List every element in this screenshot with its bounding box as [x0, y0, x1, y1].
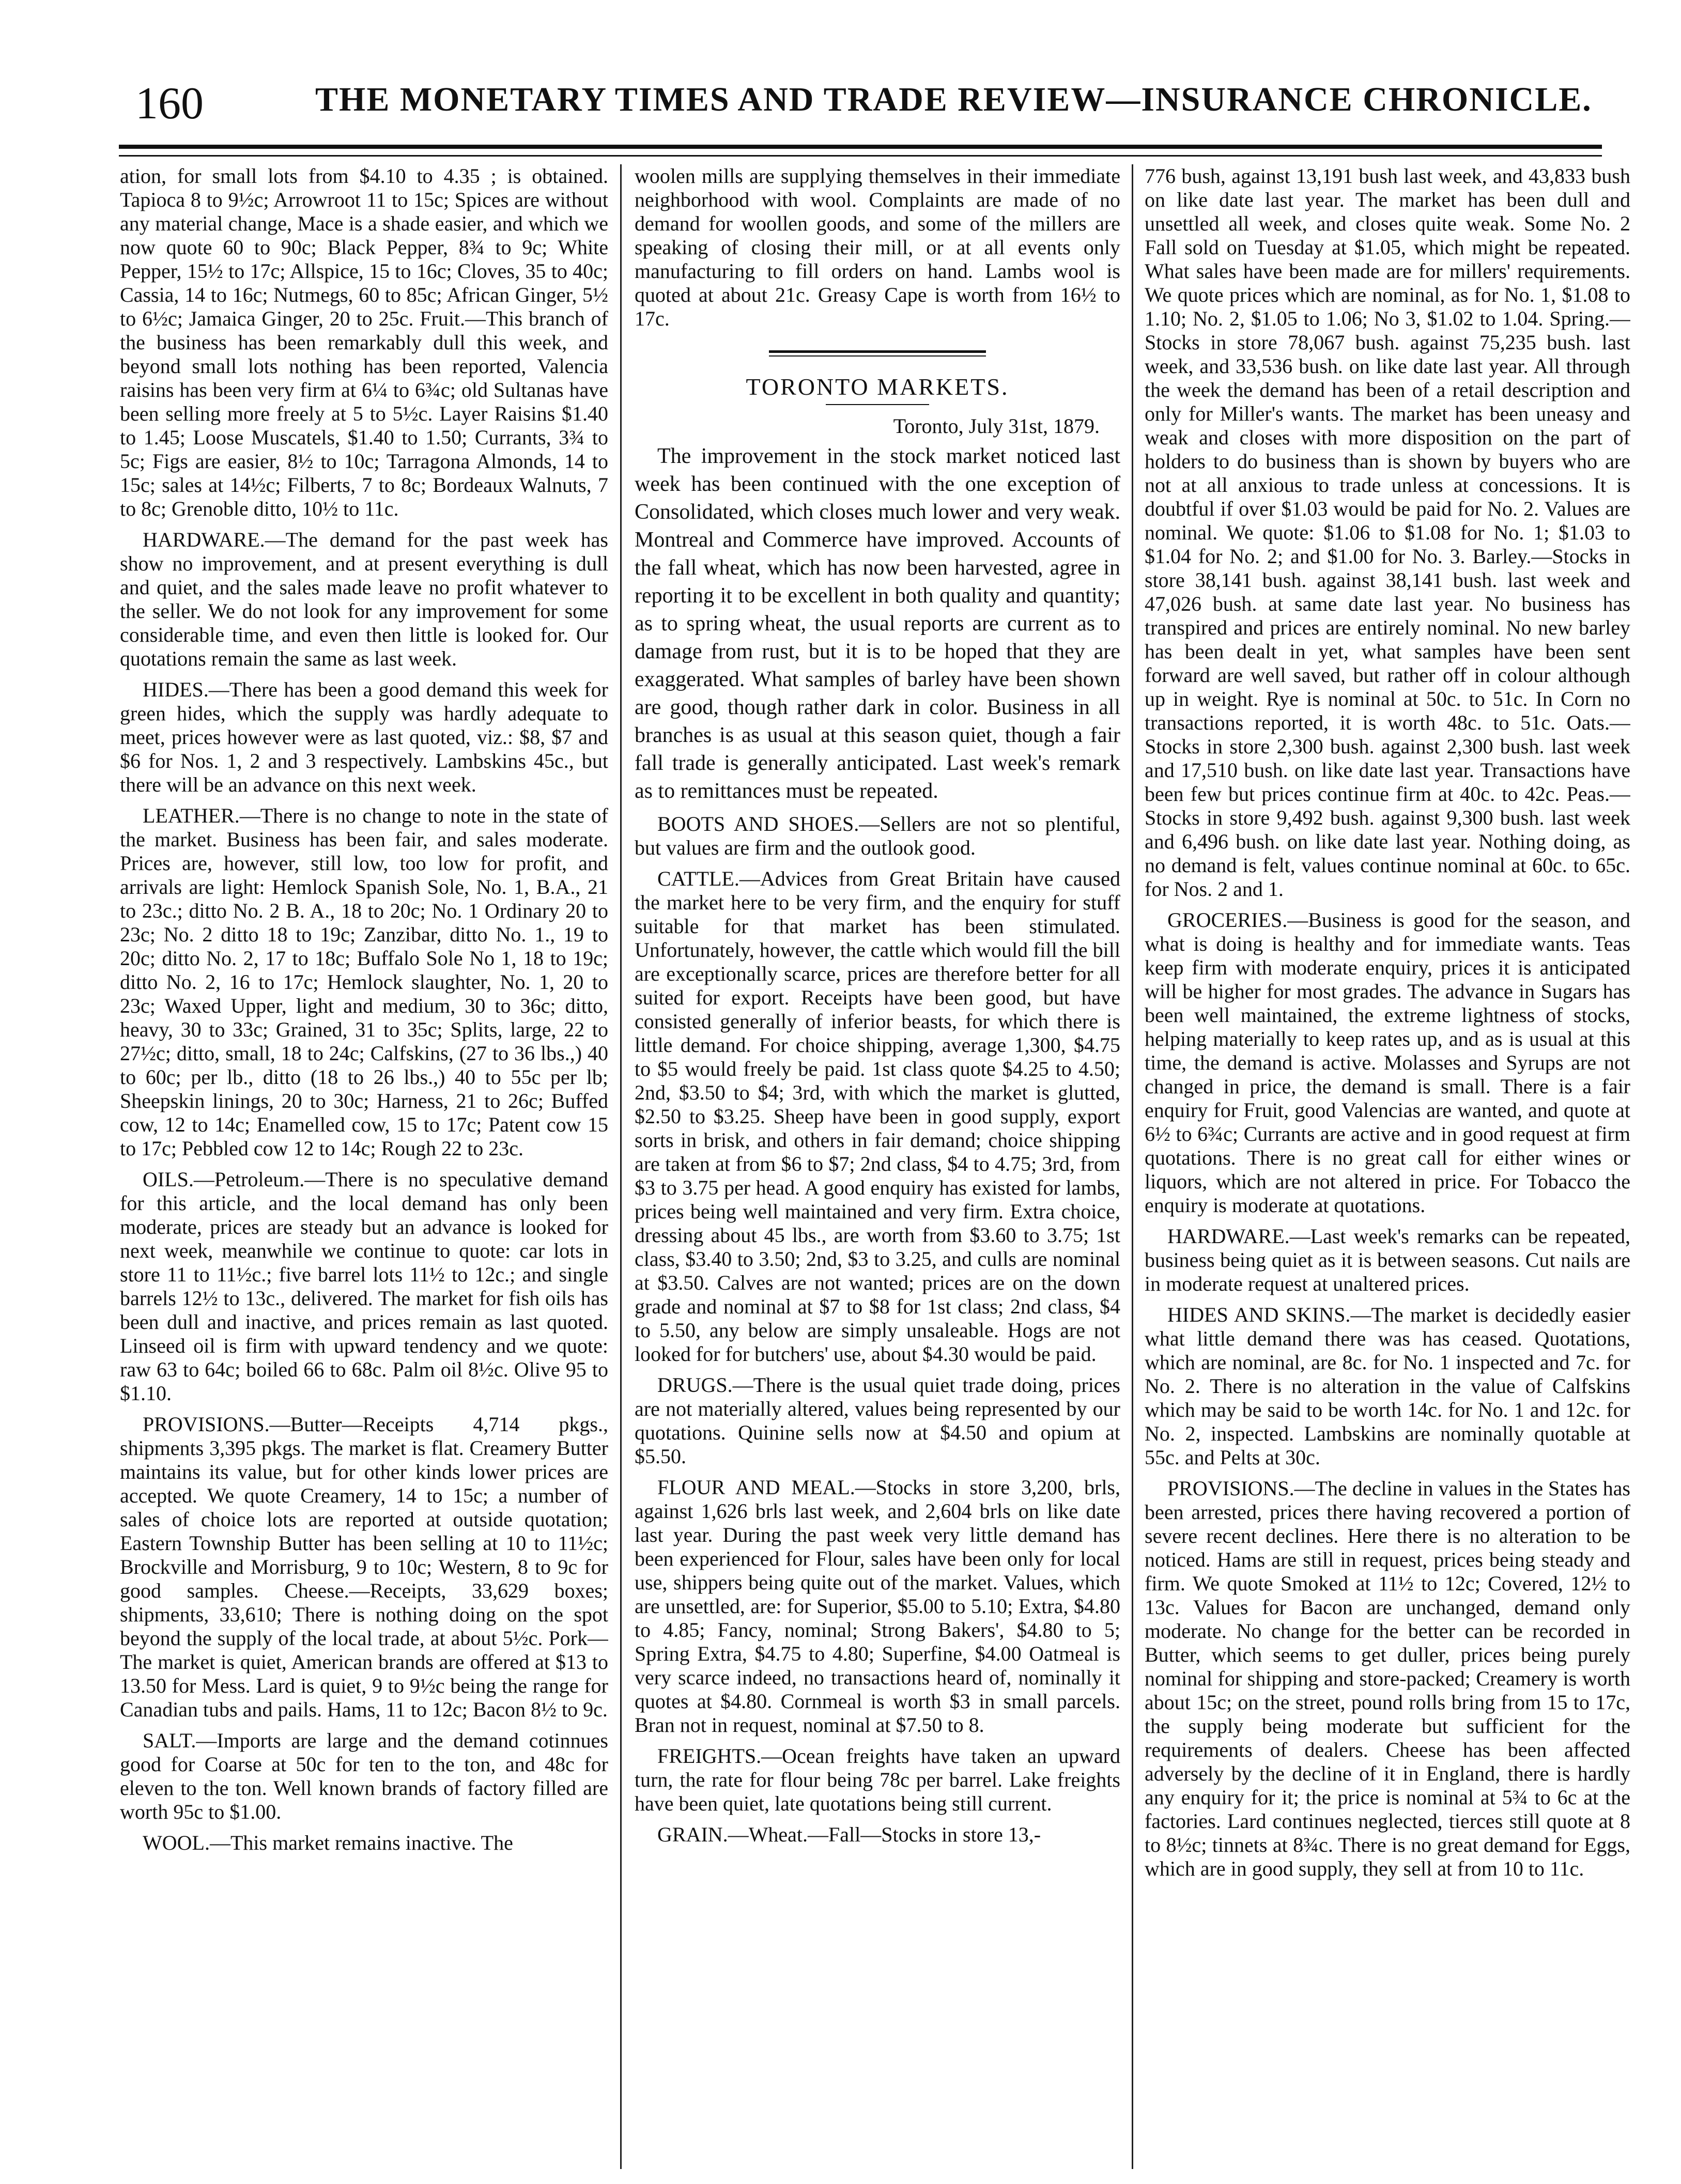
column-3: [1145, 164, 1630, 2174]
groceries-paragraph: GROCERIES.—Business is good for the season, and what is doing is healthy and for immediate wants. Teas keep firm with moderate enquiry, prices it is anticipated will be higher for most grades. The advance in Sugars has been well maintained, the extreme lightness of stocks, helping materially to keep rates up, and as is usual at this time, the demand is active. Molasses and Syrups are not changed in price, the demand is small. There is a fair enquiry for Fruit, good Valencias are wanted, and quote at 6½ to 6¾c; Currants are active and in good request at firm quotations. There is no great call for either wines or liquors, which are not altered in price. For Tobacco the enquiry is moderate at quotations.: [1145, 908, 1630, 1217]
page-number: 160: [135, 79, 204, 129]
wool-paragraph: WOOL.—This market remains inactive. The: [143, 1831, 513, 1854]
provisions-paragraph: PROVISIONS.—Butter—Receipts 4,714 pkgs., shipments 3,395 pkgs. The market is flat. Creamery Butter maintains its value, but for other kinds lower prices are accepted. We quote Creamery, 14 to 15c; a number of sales of choice lots are reported at outside quotation; Eastern Township Butter has been selling at 10 to 11½c; Brockville and Morrisburg, 9 to 10c; Western, 8 to 9c for good samples. Cheese.—Receipts, 33,629 boxes; shipments, 33,610; There is nothing doing on the spot beyond the supply of the local trade, at about 5½c. Pork—The market is quiet, American brands are offered at $13 to 13.50 for Mess. Lard is quiet, 9 to 9½c being the range for Canadian tubs and pails. Hams, 11 to 12c; Bacon 8½ to 9c.: [120, 1413, 608, 1721]
groceries-continued: ation, for small lots from $4.10 to 4.35 ; is obtained. Tapioca 8 to 9½c; Arrowroot 11 to 15c; Spices are without any material change, Mace is a shade easier, and which we now quote 60 to 90c; Black Pepper, 8¾ to 9c; White Pepper, 15½ to 17c; Allspice, 15 to 16c; Cloves, 35 to 40c; Cassia, 14 to 16c; Nutmegs, 60 to 85c; African Ginger, 5½ to 6½c; Jamaica Ginger, 20 to 25c. Fruit.—This branch of the business has been remarkably dull this week, and beyond small lots nothing has been reported, Valencia raisins has been very firm at 6¼ to 6¾c; old Sultanas have been selling more freely at 5 to 5½c. Layer Raisins $1.40 to 1.45; Loose Muscatels, $1.40 to 1.50; Currants, 3¾ to 5c; Figs are easier, 8½ to 10c; Tarragona Almonds, 14 to 15c; sales at 14½c; Filberts, 7 to 8c; Bordeaux Walnuts, 7 to 8c; Grenoble ditto, 10½ to 11c.: [120, 164, 608, 520]
column-1: [120, 164, 608, 2174]
hardware-paragraph-toronto: HARDWARE.—Last week's remarks can be repeated, business being quiet as it is between seasons. Cut nails are in moderate request at unaltered prices.: [1145, 1225, 1630, 1295]
flour-paragraph: FLOUR AND MEAL.—Stocks in store 3,200, brls, against 1,626 brls last week, and 2,604 brls on like date last year. During the past week very little demand has been experienced for Flour, sales have been only for local use, shippers being quite out of the market. Values, which are unsettled, are: for Superior, $5.00 to 5.10; Extra, $4.80 to 4.85; Fancy, nominal; Strong Bakers', $4.80 to 5; Spring Extra, $4.75 to 4.80; Superfine, $4.00 Oatmeal is very scarce indeed, no transactions heard of, nominally it quotes at $4.80. Cornmeal is worth $3 in small parcels. Bran not in request, nominal at $7.50 to 8.: [635, 1476, 1120, 1737]
masthead: THE MONETARY TIMES AND TRADE REVIEW—INSURANCE CHRONICLE.: [315, 81, 1592, 118]
section-heading: TORONTO MARKETS.: [746, 374, 1009, 400]
wool-continued: woolen mills are supplying themselves in their immediate neighborhood with wool. Complaints are made of no demand for woollen goods, and some of the millers are speaking of closing their mill, or at all events only manufacturing to fill orders on hand. Lambs wool is quoted at about 21c. Greasy Cape is worth from 16½ to 17c.: [635, 164, 1120, 330]
oils-paragraph: OILS.—Petroleum.—There is no speculative demand for this article, and the local demand has only been moderate, prices are steady but an advance is looked for next week, meanwhile we continue to quote: car lots in store 11 to 11½c.; five barrel lots 11½ to 12c.; and single barrels 12½ to 13c., delivered. The market for fish oils has been dull and inactive, and prices remain as last quoted. Linseed oil is firm with upward tendency and we quote: raw 63 to 64c; boiled 66 to 68c. Palm oil 8½c. Olive 95 to $1.10.: [120, 1168, 608, 1405]
masthead-rule-thick: [119, 145, 1602, 149]
provisions-paragraph-toronto: PROVISIONS.—The decline in values in the States has been arrested, prices there having recovered a portion of severe recent declines. Here there is no alteration to be noticed. Hams are still in request, prices being steady and firm. We quote Smoked at 11½ to 12c; Covered, 12½ to 13c. Values for Bacon are unchanged, demand only moderate. No change for the better can be recorded in Butter, which seems to get duller, prices being purely nominal for shipping and store-packed; Creamery is worth about 15c; on the street, pound rolls bring from 15 to 17c, the supply being moderate but sufficient for the requirements of dealers. Cheese has been affected adversely by the decline of it in England, there is hardly any enquiry for it; the price is nominal at 5¾ to 6c at the factories. Lard continues neglected, tierces still quote at 8 to 8½c; tinnets at 8¾c. There is no great demand for Eggs, which are in good supply, they sell at from 10 to 11c.: [1145, 1477, 1630, 1880]
hides-paragraph: HIDES.—There has been a good demand this week for green hides, which the supply was hardly adequate to meet, prices however were as last quoted, viz.: $8, $7 and $6 for Nos. 1, 2 and 3 respectively. Lambskins 45c., but there will be an advance on this next week.: [120, 678, 608, 796]
grain-continued: 776 bush, against 13,191 bush last week, and 43,833 bush on like date last year. The market has been dull and unsettled all week, and closes quite weak. Some No. 2 Fall sold on Tuesday at $1.05, which might be repeated. What sales have been made are for millers' requirements. We quote prices which are nominal, as for No. 1, $1.08 to 1.10; No. 2, $1.05 to 1.06; No 3, $1.02 to 1.04. Spring.—Stocks in store 78,067 bush. against 75,235 bush. last week, and 33,536 bush. on like date last year. All through the week the demand has been of a retail description and only for Miller's wants. The market has been uneasy and weak and closes with more disposition on the part of holders to do business than is shown by buyers who are not at all anxious to trade unless at concessions. It is doubtful if over $1.03 would be paid for No. 2. Values are nominal. We quote: $1.06 to $1.08 for No. 1; $1.03 to $1.04 for No. 2; and $1.00 for No. 3. Barley.—Stocks in store 38,141 bush. against 38,141 bush. last week and 47,026 bush. at same date last year. No business has transpired and prices are entirely nominal. No new barley has been dealt in yet, what samples have been sent forward are well saved, but rather off in colour although up in weight. Rye is nominal at 50c. to 51c. In Corn no transactions reported, it is worth 48c. to 51c. Oats.—Stocks in store 2,300 bush. against 2,300 bush. last week and 17,510 bush. on like date last year. Transactions have been few but prices continue firm at 40c. to 42c. Peas.—Stocks in store 9,492 bush. against 9,300 bush. last week and 6,496 bush. on like date last year. Nothing doing, as no demand is felt, values continue nominal at 60c. to 65c. for Nos. 2 and 1.: [1145, 164, 1630, 901]
leather-paragraph: LEATHER.—There is no change to note in the state of the market. Business has been fair, and sales moderate. Prices are, however, still low, too low for profit, and arrivals are light: Hemlock Spanish Sole, No. 1, B.A., 21 to 23c.; ditto No. 2 B. A., 18 to 20c; No. 1 Ordinary 20 to 23c; No. 2 ditto 18 to 19c; Zanzibar, ditto No. 1., 19 to 20c; ditto No. 2, 17 to 18c; Buffalo Sole No 1, 18 to 19c; ditto No. 2, 16 to 17c; Hemlock slaughter, No. 1, 20 to 23c; Waxed Upper, light and medium, 30 to 36c; ditto, heavy, 30 to 33c; Grained, 31 to 35c; Splits, large, 22 to 27½c; ditto, small, 18 to 24c; Calfskins, (27 to 36 lbs.,) 40 to 60c; per lb., ditto (18 to 26 lbs.,) 40 to 55c per lb; Sheepskin linings, 20 to 30c; Harness, 21 to 26c; Buffed cow, 12 to 14c; Enamelled cow, 15 to 17c; Patent cow 15 to 17c; Pebbled cow 12 to 14c; Rough 22 to 23c.: [120, 804, 608, 1160]
hides-skins-paragraph: HIDES AND SKINS.—The market is decidedly easier what little demand there was has ceased. Quotations, which are nominal, are 8c. for No. 1 inspected and 7c. for No. 2. There is no alteration in the value of Calfskins which may be said to be worth 14c. for No. 1 and 12c. for No. 2, inspected. Lambskins are nominally quotable at 55c. and Pelts at 30c.: [1145, 1303, 1630, 1469]
cattle-paragraph: CATTLE.—Advices from Great Britain have caused the market here to be very firm, and the enquiry for stuff suitable for that market has been stimulated. Unfortunately, however, the cattle which would fill the bill are exceptionally scarce, prices are therefore better for all suited for export. Receipts have been good, but have consisted generally of inferior beasts, for which there is little demand. For choice shipping, average 1,300, $4.75 to $5 would freely be paid. 1st class quote $4.25 to 4.50; 2nd, $3.50 to $4; 3rd, with which the market is glutted, $2.50 to $3.25. Sheep have been in good supply, export sorts in brisk, and others in fair demand; choice shipping are taken at from $6 to $7; 2nd class, $4 to 4.75; 3rd, from $3 to 3.75 per head. A good enquiry has existed for lambs, prices being well maintained and very firm. Extra choice, dressing about 45 lbs., are worth from $3.60 to 3.75; 1st class, $3.40 to 3.50; 2nd, $3 to 3.25, and culls are nominal at $3.50. Calves are not wanted; prices are on the down grade and nominal at $7 to $8 for 1st class; 2nd class, $4 to 5.50, any below are simply unsaleable. Hogs are not looked for for butchers' use, about $4.30 would be paid.: [635, 867, 1120, 1366]
freights-paragraph: FREIGHTS.—Ocean freights have taken an upward turn, the rate for flour being 78c per barrel. Lake freights have been quiet, late quotations being still current.: [635, 1744, 1120, 1815]
salt-paragraph: SALT.—Imports are large and the demand cotinnues good for Coarse at 50c for ten to the ton, and 48c for eleven to the ton. Well known brands of factory filled are worth 95c to $1.00.: [120, 1729, 608, 1823]
dateline: Toronto, July 31st, 1879.: [893, 414, 1100, 438]
heading-rule: [826, 404, 929, 405]
masthead-rule-thin: [119, 155, 1602, 157]
section-separator: [769, 350, 986, 357]
hardware-paragraph: HARDWARE.—The demand for the past week has show no improvement, and at present everything is dull and quiet, and the sales made leave no profit whatever to the seller. We do not look for any improvement for some considerable time, and even then little is looked for. Our quotations remain the same as last week.: [120, 528, 608, 670]
drugs-paragraph: DRUGS.—There is the usual quiet trade doing, prices are not materially altered, values being represented by our quotations. Quinine sells now at $4.50 and opium at $5.50.: [635, 1373, 1120, 1468]
grain-paragraph: GRAIN.—Wheat.—Fall—Stocks in store 13,-: [657, 1823, 1041, 1846]
boots-paragraph: BOOTS AND SHOES.—Sellers are not so plentiful, but values are firm and the outlook good.: [635, 812, 1120, 859]
intro-paragraph: The improvement in the stock market noticed last week has been continued with the one exception of Consolidated, which closes much lower and very weak. Montreal and Commerce have improved. Accounts of the fall wheat, which has now been harvested, agree in reporting it to be excellent in both quality and quantity; as to spring wheat, the usual reports are current as to damage from rust, but it is to be hoped that they are exaggerated. What samples of barley have been shown are good, though rather dark in color. Business in all branches is as usual at this season quiet, though a fair fall trade is generally anticipated. Last week's remark as to remittances must be repeated.: [635, 444, 1120, 803]
column-divider-1: [620, 164, 622, 2169]
column-divider-2: [1132, 164, 1133, 2169]
column-2: [635, 164, 1120, 2174]
